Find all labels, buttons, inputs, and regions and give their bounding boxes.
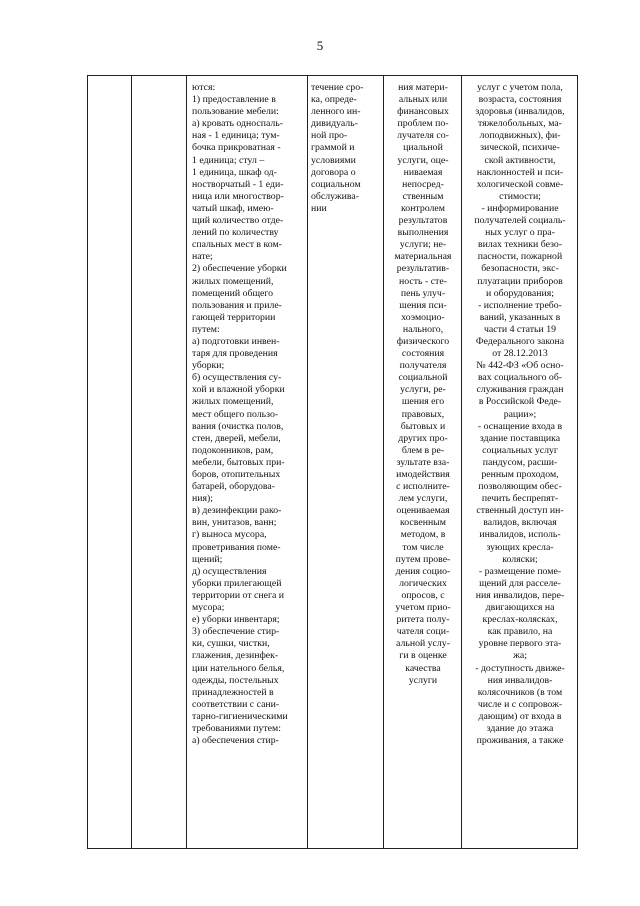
text-line: обслужива- (311, 190, 360, 202)
text-line: зующих кресла- (486, 541, 554, 553)
text-line: ственный доступ ин- (476, 505, 564, 517)
text-line: батарей, оборудова- (192, 481, 276, 493)
text-line: двигающихся на (485, 602, 555, 614)
text-line: здание поставщика (479, 432, 561, 444)
table-cell-conditions (462, 76, 578, 849)
text-line: позволяющим обес- (478, 481, 562, 493)
text-line: услуг с учетом пола, (477, 82, 563, 93)
text-line: - доступность движе- (475, 662, 565, 674)
text-line: циальной (403, 142, 443, 154)
text-line: ритета полу- (396, 614, 450, 626)
text-line: служивания граждан (476, 384, 564, 396)
text-line: одежды, постельных (192, 674, 279, 686)
text-line: а) обеспечения стир- (192, 735, 279, 747)
text-line: чатый шкаф, имею- (192, 202, 274, 214)
text-line: ная - 1 единица; тум- (192, 130, 280, 142)
text-line: лем услуги, (398, 493, 448, 505)
table-cell-1 (88, 76, 132, 849)
text-line: ния); (192, 493, 213, 505)
table-cell-service-term (308, 76, 384, 849)
text-line: г) выноса мусора, (192, 529, 267, 541)
text-line: получателя (399, 360, 447, 372)
text-line: таря для проведения (192, 348, 278, 360)
text-line: дивидуаль- (311, 118, 358, 130)
text-line: 1) предоставление в (192, 94, 276, 106)
text-line: услуги, оце- (397, 154, 449, 166)
text-line: ния инвалидов, пере- (475, 589, 565, 601)
text-line: чателя соци- (396, 626, 450, 638)
text-line: пользование мебели: (192, 106, 279, 118)
text-line: соответствии с сани- (192, 698, 280, 710)
text-line: спальных мест в ком- (192, 239, 282, 251)
page-number: 5 (316, 38, 324, 53)
text-line: рации»; (503, 408, 537, 420)
text-line: получателей социаль- (474, 215, 566, 227)
text-line: ленного ин- (311, 106, 361, 118)
text-line: 1 единица, шкаф од- (192, 166, 277, 178)
text-line: альной услу- (396, 638, 450, 650)
text-line: косвенным (400, 517, 446, 529)
text-line: ственным (402, 190, 444, 202)
text-line: жилых помещений, (192, 275, 274, 287)
text-line: альных или (398, 94, 448, 106)
text-line: ской активности, (484, 154, 556, 166)
text-line: глажения, дезинфек- (192, 650, 279, 662)
text-line: услуги; не- (399, 239, 447, 251)
text-line: социальном (311, 178, 361, 190)
text-line: проветривания поме- (192, 541, 281, 553)
text-line: печить беспрепят- (481, 493, 559, 505)
text-line: договора о (311, 166, 356, 178)
text-line: с исполните- (396, 481, 450, 493)
text-line: том числе (402, 541, 444, 553)
text-line: результатов (398, 215, 448, 227)
text-line: проблем по- (397, 118, 449, 130)
text-line: путем прове- (395, 553, 451, 565)
text-line: ка, опреде- (311, 94, 357, 106)
text-line: ной про- (311, 130, 348, 142)
text-line: мусора; (192, 602, 225, 614)
text-line: № 442-ФЗ «Об осно- (476, 360, 564, 372)
text-line: ваний, указанных в (479, 311, 561, 323)
text-line: мест общего пользо- (192, 408, 279, 420)
text-line: ются: (192, 82, 216, 93)
text-line: ции нательного белья, (192, 662, 285, 674)
text-line: ница или многоствор- (192, 190, 284, 202)
text-line: оцениваемая (396, 505, 450, 517)
text-line: - оснащение входа в (477, 420, 563, 432)
text-line: шения его (401, 396, 445, 408)
text-line: стимости; (499, 190, 541, 202)
table-cell-service-content (187, 76, 308, 849)
text-line: социальной (398, 372, 448, 384)
table-row (88, 76, 578, 849)
text-line: социальных услуг (482, 444, 558, 456)
text-line: бочка прикроватная - (192, 142, 281, 154)
text-line: граммой и (311, 142, 355, 154)
text-line: части 4 статьи 19 (483, 323, 557, 335)
text-line: вания (очистка полов, (192, 420, 284, 432)
text-line: Федерального закона (475, 335, 565, 347)
text-line: щий количество отде- (192, 215, 284, 227)
text-line: течение сро- (311, 82, 364, 93)
text-line: ги в оценке (399, 650, 447, 662)
text-line: условиями (311, 154, 356, 166)
text-line: здоровья (инвалидов, (475, 106, 565, 118)
text-line: помещений общего (192, 287, 274, 299)
text-line: ных услуг о пра- (485, 227, 555, 239)
text-line: креслах-колясках, (482, 614, 558, 626)
text-line: 2) обеспечение уборки (192, 263, 287, 275)
text-line: вах социального об- (477, 372, 563, 384)
text-line: а) подготовки инвен- (192, 335, 280, 347)
text-line: тяжелобольных, ма- (478, 118, 562, 130)
text-line: мебели, бытовых при- (192, 456, 285, 468)
text-line: зультате вза- (396, 456, 450, 468)
text-line: пользования и приле- (192, 299, 282, 311)
text-line: а) кровать односпаль- (192, 118, 284, 130)
text-line: 3) обеспечение стир- (192, 626, 280, 638)
text-line: в Российской Феде- (478, 396, 562, 408)
text-line: лений по количеству (192, 227, 279, 239)
text-line: лучателя со- (397, 130, 449, 142)
text-line: подоконников, рам, (192, 444, 274, 456)
text-line: колясочников (в том (477, 686, 563, 698)
text-line: ки, сушки, чистки, (192, 638, 270, 650)
text-line: нального, (402, 323, 444, 335)
text-line: жилых помещений, (192, 396, 274, 408)
text-line: щений для расселе- (479, 577, 561, 589)
text-line: валидов, включая (483, 517, 557, 529)
text-line: е) уборки инвентаря; (192, 614, 280, 626)
text-line: хоэмоцио- (401, 311, 445, 323)
text-line: требованиями путем: (192, 722, 281, 734)
text-line: ния инвалидов- (487, 674, 553, 686)
text-line: правовых, (401, 408, 445, 420)
text-line: дающим) от входа в (478, 710, 562, 722)
text-line: ность - сте- (399, 275, 447, 287)
text-line: пень улуч- (400, 287, 446, 299)
text-line: ностворчатый - 1 еди- (192, 178, 284, 190)
text-line: лоподвижных), фи- (479, 130, 561, 142)
text-line: здание до этажа (486, 722, 554, 734)
text-line: инвалидов, исполь- (479, 529, 561, 541)
text-line: других про- (398, 432, 448, 444)
text-line: - размещение поме- (478, 565, 562, 577)
text-line: проживания, а также (476, 735, 564, 747)
text-line: уборки прилегающей (192, 577, 282, 589)
text-line: тарно-гигиеническими (192, 710, 288, 722)
standard-table (87, 75, 578, 849)
text-line: 1 единица; стул – (192, 154, 265, 166)
text-line: материальная (394, 251, 452, 263)
text-line: бытовых и (400, 420, 446, 432)
text-line: ренным проходом, (481, 469, 559, 480)
text-line: жа; (513, 650, 527, 662)
text-line: блем в ре- (401, 444, 445, 456)
text-line: плуатации приборов (477, 275, 563, 287)
text-line: методом, в (400, 529, 446, 541)
text-line: от 28.12.2013 (492, 348, 548, 360)
text-line: как правило, на (487, 626, 553, 638)
text-line: в) дезинфекции рако- (192, 505, 282, 517)
text-line: стен, дверей, мебели, (192, 432, 281, 444)
text-line: числе и с сопровож- (477, 698, 563, 710)
text-line: щений; (192, 553, 223, 565)
text-line: выполнения (397, 227, 449, 239)
text-line: пасности, пожарной (477, 251, 563, 263)
text-line: качества (405, 662, 441, 674)
text-line: наклонностей и пси- (476, 166, 564, 178)
text-line: услуги (408, 674, 438, 686)
text-line: нии (311, 202, 327, 214)
text-line: логических (399, 577, 447, 589)
text-line: принадлежностей в (192, 686, 274, 698)
text-line: результатив- (396, 263, 450, 275)
text-line: б) осуществления су- (192, 372, 282, 384)
text-line: дения социо- (395, 565, 451, 577)
text-line: услуги, ре- (400, 384, 446, 396)
text-line: уборки; (192, 360, 225, 372)
text-line: вин, унитазов, ванн; (192, 517, 277, 529)
text-line: имодействия (396, 469, 450, 480)
text-line: нате; (192, 251, 213, 263)
text-line: ниваемая (403, 166, 443, 178)
text-line: уровне первого эта- (478, 638, 562, 650)
text-line: безопасности, экс- (481, 263, 559, 275)
text-line: хой и влажной уборки (192, 384, 285, 396)
text-line: пандусом, расши- (482, 456, 558, 468)
text-line: состояния (401, 348, 445, 360)
text-line: боров, отопительных (192, 469, 281, 480)
text-line: финансовых (397, 106, 449, 118)
text-line: - исполнение требо- (478, 299, 562, 311)
text-line: гающей территории (192, 311, 276, 323)
text-line: физического (396, 335, 450, 347)
text-line: путем: (192, 323, 220, 335)
table-cell-2 (132, 76, 187, 849)
text-line: ния матери- (398, 82, 448, 93)
text-line: шения пси- (399, 299, 447, 311)
text-line: и оборудования; (486, 287, 554, 299)
table-cell-effectiveness (384, 76, 462, 849)
text-line: территории от снега и (192, 589, 285, 601)
text-line: непосред- (402, 178, 444, 190)
text-line: опросов, с (401, 589, 445, 601)
text-line: - информирование (481, 202, 559, 214)
text-line: учетом прио- (395, 602, 451, 614)
text-line: коляски; (502, 553, 538, 565)
text-line: возраста, состояния (478, 94, 562, 106)
text-line: контролем (401, 202, 445, 214)
text-line: хологической совме- (476, 178, 564, 190)
text-line: зической, психиче- (480, 142, 560, 154)
text-line: д) осуществления (192, 565, 267, 577)
text-line: вилах техники безо- (477, 239, 563, 251)
